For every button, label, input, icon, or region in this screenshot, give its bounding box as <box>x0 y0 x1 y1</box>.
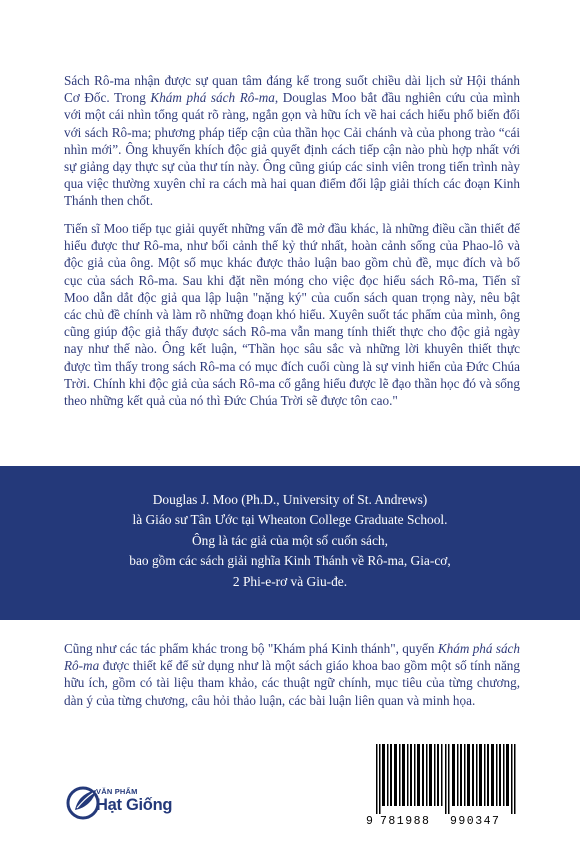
book-title: Khám phá sách Rô-ma <box>64 641 521 674</box>
publisher-logo-top-text: VĂN PHẨM <box>96 787 138 796</box>
author-bio-line: Douglas J. Moo (Ph.D., University of St. Andrews) <box>152 492 428 507</box>
description-paragraph-2: Tiến sĩ Moo tiếp tục giải quyết những vấn đề mở đầu khác, là những điều cần thiết để hiểu được thư Rô-ma, như bối cảnh thế kỷ thứ nhất, hoàn cảnh sống của Phao-lô và độc giả của ông. Một số mục khác được thảo luận bao gồm chủ đề, mục đích và bố cục của sách Rô-ma. Sau khi đặt nền móng cho việc đọc hiểu sách Rô-ma, Tiến sĩ Moo dẫn dắt độc giả qua lập luận "nặng ký" của cuốn sách quan trọng này, nêu bật các chủ đề chính và làm rõ những đoạn khó hiểu. Xuyên suốt tác phẩm của mình, ông cũng giúp độc giả thấy được sách Rô-ma vẫn mang tính thiết thực cho độc giả ngày nay như thế nào. Ông kết luận, “Thần học sâu sắc và những lời khuyên thiết thực được tìm thấy trong sách Rô-ma có mục đích cuối cùng là sự vinh hiển của Đức Chúa Trời. Chính khi độc giả của sách Rô-ma cố gắng hiểu được lẽ đạo thần học đó và sống theo những kết quả của nó thì Đức Chúa Trời sẽ được tôn cao." <box>64 221 520 409</box>
author-bio-line: 2 Phi-e-rơ và Giu-đe. <box>232 573 348 589</box>
description-paragraph-1: Sách Rô-ma nhận được sự quan tâm đáng kể trong suốt chiều dài lịch sử Hội thánh Cơ Đốc. Trong Khám phá sách Rô-ma, Douglas Moo bắt đầu nghiên cứu của mình với một cái nhìn tổng quát rõ ràng, ngắn gọn và hữu ích về hai cách hiểu phổ biến đối với sách Rô-ma; phương pháp tiếp cận của thần học Cải chánh và của phong trào “cái nhìn mới”. Ông khuyến khích độc giả quyết định cách tiếp cận nào phù hợp nhất với sự giảng dạy thực sự của thư tín này. Ông cũng giúp các sinh viên trong tiến trình này qua việc thường xuyên chỉ ra cách mà hai quan điểm đối lập giải thích các đoạn Kinh Thánh then chốt. <box>64 73 520 209</box>
author-bio-line: bao gồm các sách giải nghĩa Kinh Thánh về Rô-ma, Gia-cơ, <box>129 553 451 569</box>
isbn-barcode <box>366 744 526 838</box>
author-bio-band <box>0 466 580 620</box>
barcode-digit-prefix: 9 <box>366 815 373 828</box>
book-title: Khám phá sách Rô-ma <box>150 90 275 106</box>
publisher-logo-main-text: Hạt Giống <box>96 796 173 814</box>
barcode-digits-right: 990347 <box>450 815 501 828</box>
barcode-digits-left: 781988 <box>380 815 431 828</box>
series-paragraph: Cũng như các tác phẩm khác trong bộ "Khám phá Kinh thánh", quyển Khám phá sách Rô-ma được thiết kế để sử dụng như là một sách giáo khoa bao gồm một số tính năng hữu ích, gồm có tài liệu tham khảo, các thuật ngữ chính, mục tiêu của từng chương, dàn ý của từng chương, câu hỏi thảo luận, các bài luận liên quan và minh họa. <box>64 641 521 708</box>
barcode-bars <box>376 744 518 814</box>
publisher-logo <box>66 782 173 822</box>
author-bio-line: Ông là tác giả của một số cuốn sách, <box>192 532 388 548</box>
author-bio-line: là Giáo sư Tân Ước tại Wheaton College Graduate School. <box>132 512 448 528</box>
